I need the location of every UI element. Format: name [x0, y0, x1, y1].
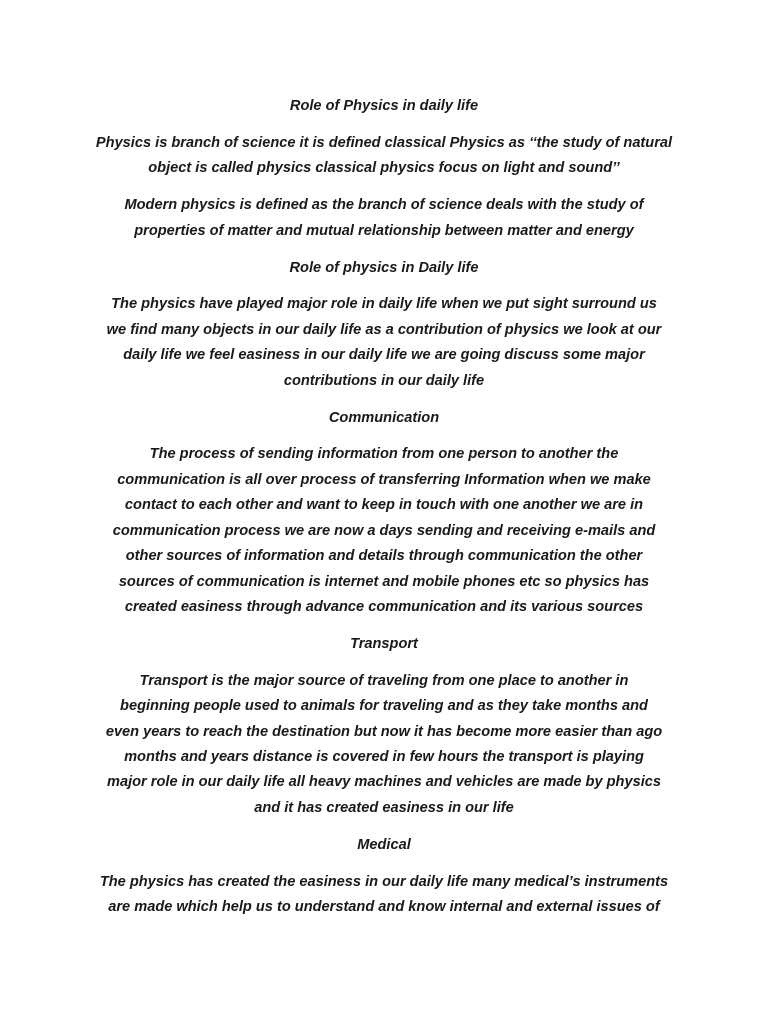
text-line: Communication [328, 409, 440, 426]
text-line: daily life we feel easiness in our daily life we are going discuss some major [123, 347, 645, 364]
paragraph-transport [84, 669, 684, 821]
text-line: other sources of information and details through communication the other [125, 548, 643, 565]
text-line: we find many objects in our daily life as a contribution of physics we look at our [106, 321, 662, 338]
heading-role-in-daily-life [84, 256, 684, 281]
text-line: Transport [350, 635, 418, 652]
paragraph-communication [84, 442, 684, 620]
text-line: months and years distance is covered in few hours the transport is playing [124, 748, 644, 765]
text-line: The process of sending information from one person to another the [149, 446, 619, 463]
heading-medical [84, 833, 684, 858]
text-line: communication process we are now a days sending and receiving e-mails and [112, 522, 656, 539]
heading-communication [84, 406, 684, 431]
paragraph-medical [84, 870, 684, 921]
text-line: Role of physics in Daily life [289, 259, 479, 276]
text-line: Medical [357, 836, 411, 853]
text-line: are made which help us to understand and know internal and external issues of [108, 898, 660, 915]
text-line: object is called physics classical physics focus on light and sound’’ [148, 160, 620, 177]
paragraph-classical-physics [84, 131, 684, 182]
text-line: Physics is branch of science it is defined classical Physics as ‘‘the study of natural [95, 134, 673, 151]
heading-transport [84, 632, 684, 657]
text-line: The physics has created the easiness in our daily life many medical’s instruments [99, 873, 669, 890]
text-line: communication is all over process of transferring Information when we make [117, 471, 651, 488]
text-line: Transport is the major source of traveling from one place to another in [139, 672, 629, 689]
text-line: The physics have played major role in daily life when we put sight surround us [111, 296, 657, 313]
text-line: major role in our daily life all heavy machines and vehicles are made by physics [107, 774, 661, 791]
text-line: Modern physics is defined as the branch of science deals with the study of [124, 197, 644, 214]
text-line: sources of communication is internet and mobile phones etc so physics has [118, 573, 650, 590]
text-line: properties of matter and mutual relationship between matter and energy [134, 222, 634, 239]
text-line: beginning people used to animals for traveling and as they take months and [120, 698, 648, 715]
text-line: even years to reach the destination but now it has become more easier than ago [105, 723, 663, 740]
text-line: contact to each other and want to keep in touch with one another we are in [124, 497, 644, 514]
paragraph-modern-physics [84, 193, 684, 244]
heading-role-of-physics [84, 94, 684, 119]
text-line: Role of Physics in daily life [289, 98, 479, 114]
text-line: contributions in our daily life [283, 372, 485, 389]
text-line: and it has created easiness in our life [254, 799, 514, 816]
text-line: created easiness through advance communication and its various sources [124, 598, 644, 615]
paragraph-daily-life [84, 292, 684, 394]
